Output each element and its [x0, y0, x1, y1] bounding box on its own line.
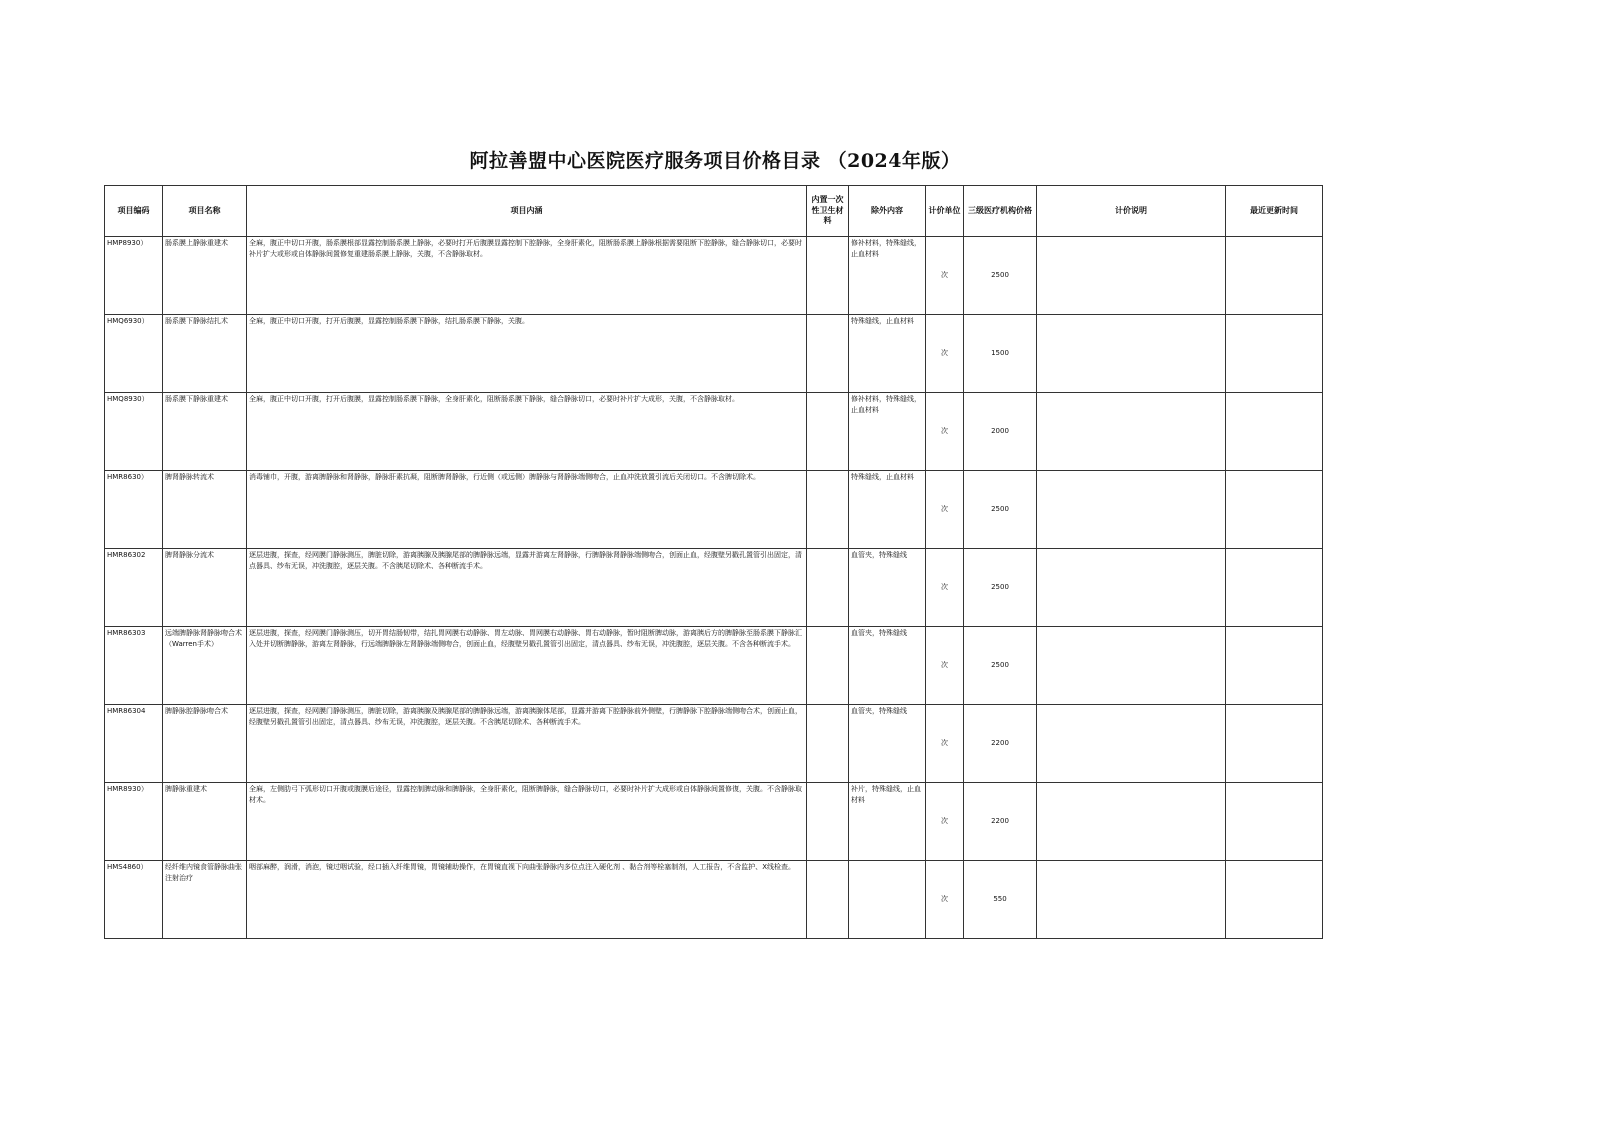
item-content-cell: 全麻，腹正中切口开腹，打开后腹膜，显露控制肠系膜下静脉，结扎肠系膜下静脉，关腹。 [247, 315, 807, 393]
consumables-cell [807, 393, 849, 471]
table-row [105, 471, 1323, 549]
item-name-cell: 脾肾静脉分流术 [163, 549, 247, 627]
updated-time-cell [1226, 315, 1323, 393]
item-content-cell: 逐层进腹，探查，经网膜门静脉测压，脾脏切除，游离胰腺及胰腺尾部的脾静脉远端，显露并游离左肾静脉，行脾静脉肾静脉端侧吻合，创面止血，经腹壁另戳孔置管引出固定，清点器具、纱布无误，冲洗腹腔，逐层关腹。不含胰尾切除术、各种断流手术。 [247, 549, 807, 627]
updated-time-cell [1226, 783, 1323, 861]
item-name-cell: 脾肾静脉转流术 [163, 471, 247, 549]
header-content: 项目内涵 [247, 186, 807, 237]
unit-cell: 次 [926, 393, 964, 471]
item-code-cell: HMR8930） [105, 783, 163, 861]
excluded-cell: 血管夹，特殊缝线 [849, 549, 926, 627]
unit-cell: 次 [926, 861, 964, 939]
table-row [105, 705, 1323, 783]
consumables-cell [807, 783, 849, 861]
consumables-cell [807, 237, 849, 315]
table-row [105, 549, 1323, 627]
updated-time-cell [1226, 705, 1323, 783]
price-cell: 2500 [964, 627, 1037, 705]
pricing-note-cell [1037, 783, 1226, 861]
item-content-cell: 咽部麻醉，润滑，消泡，镜过咽试验，经口插入纤维胃镜，胃镜辅助操作，在胃镜直视下向曲张静脉内多位点注入硬化剂 、黏合剂等栓塞制剂，人工报告，不含监护、X线检查。 [247, 861, 807, 939]
header-price: 三级医疗机构价格 [964, 186, 1037, 237]
table-row [105, 315, 1323, 393]
unit-cell: 次 [926, 237, 964, 315]
price-cell: 1500 [964, 315, 1037, 393]
price-cell: 2500 [964, 471, 1037, 549]
price-cell: 550 [964, 861, 1037, 939]
table-row [105, 393, 1323, 471]
item-name-cell: 脾静脉重建术 [163, 783, 247, 861]
item-content-cell: 逐层进腹，探查，经网膜门静脉测压，脾脏切除，游离胰腺及胰腺尾部的脾静脉远端，游离胰腺体尾部，显露并游离下腔静脉前外侧壁，行脾静脉下腔静脉端侧吻合术，创面止血，经腹壁另戳孔置管引出固定，清点器具、纱布无误，冲洗腹腔，逐层关腹。不含胰尾切除术、各种断流手术。 [247, 705, 807, 783]
table-row [105, 861, 1323, 939]
item-code-cell: HMQ6930） [105, 315, 163, 393]
item-name-cell: 脾静脉腔静脉吻合术 [163, 705, 247, 783]
item-content-cell: 全麻，左侧肋弓下弧形切口开腹或腹膜后途径，显露控制脾动脉和脾静脉，全身肝素化，阻断脾静脉，缝合静脉切口，必要时补片扩大成形或自体静脉间置修復，关腹。不含静脉取材术。 [247, 783, 807, 861]
excluded-cell: 特殊缝线，止血材料 [849, 471, 926, 549]
updated-time-cell [1226, 393, 1323, 471]
excluded-cell: 补片，特殊缝线，止血材料 [849, 783, 926, 861]
updated-time-cell [1226, 549, 1323, 627]
price-cell: 2200 [964, 783, 1037, 861]
price-cell: 2500 [964, 549, 1037, 627]
consumables-cell [807, 705, 849, 783]
excluded-cell: 血管夹，特殊缝线 [849, 705, 926, 783]
price-cell: 2500 [964, 237, 1037, 315]
excluded-cell: 修补材料，特殊缝线，止血材料 [849, 393, 926, 471]
pricing-note-cell [1037, 627, 1226, 705]
table-header-row [105, 186, 1323, 237]
price-table [104, 185, 1323, 939]
excluded-cell: 血管夹，特殊缝线 [849, 627, 926, 705]
item-code-cell: HMR86302 [105, 549, 163, 627]
consumables-cell [807, 549, 849, 627]
excluded-cell: 修补材料，特殊缝线，止血材料 [849, 237, 926, 315]
item-code-cell: HMR8630） [105, 471, 163, 549]
pricing-note-cell [1037, 393, 1226, 471]
header-code: 项目编码 [105, 186, 163, 237]
item-code-cell: HMS4860） [105, 861, 163, 939]
header-updated: 最近更新时间 [1226, 186, 1323, 237]
updated-time-cell [1226, 861, 1323, 939]
page-title: 阿拉善盟中心医院医疗服务项目价格目录 （2024年版） [469, 150, 961, 172]
header-unit: 计价单位 [926, 186, 964, 237]
updated-time-cell [1226, 471, 1323, 549]
item-name-cell: 肠系膜下静脉结扎术 [163, 315, 247, 393]
header-note: 计价说明 [1037, 186, 1226, 237]
consumables-cell [807, 627, 849, 705]
header-name: 项目名称 [163, 186, 247, 237]
unit-cell: 次 [926, 549, 964, 627]
pricing-note-cell [1037, 861, 1226, 939]
unit-cell: 次 [926, 471, 964, 549]
item-code-cell: HMR86303 [105, 627, 163, 705]
pricing-note-cell [1037, 549, 1226, 627]
excluded-cell [849, 861, 926, 939]
unit-cell: 次 [926, 627, 964, 705]
table-row [105, 237, 1323, 315]
item-code-cell: HMQ8930） [105, 393, 163, 471]
item-name-cell: 肠系膜下静脉重建术 [163, 393, 247, 471]
pricing-note-cell [1037, 237, 1226, 315]
updated-time-cell [1226, 627, 1323, 705]
consumables-cell [807, 861, 849, 939]
item-content-cell: 逐层进腹，探查，经网膜门静脉测压，切开胃结肠韧带，结扎胃网膜右动静脉、胃左动脉、胃网膜右动静脉、胃右动静脉，暂时阻断脾动脉，游离胰后方的脾静脉至肠系膜下静脉汇入处并切断脾静脉，游离左肾静脉，行远端脾静脉左肾静脉端侧吻合，创面止血，经腹壁另戳孔置管引出固定，清点器具、纱布无误，冲洗腹腔，逐层关腹。不含各种断流手术。 [247, 627, 807, 705]
consumables-cell [807, 315, 849, 393]
pricing-note-cell [1037, 315, 1226, 393]
consumables-cell [807, 471, 849, 549]
updated-time-cell [1226, 237, 1323, 315]
header-consumables: 内置一次性卫生材料 [807, 186, 849, 237]
pricing-note-cell [1037, 471, 1226, 549]
item-content-cell: 消毒铺巾，开腹，游离脾静脉和肾静脉，静脉肝素抗凝，阻断脾肾静脉，行近侧（或远侧）脾静脉与肾静脉端侧吻合，止血冲洗放置引流后关闭切口。不含脾切除术。 [247, 471, 807, 549]
unit-cell: 次 [926, 315, 964, 393]
item-name-cell: 经纤维内镜食管静脉曲张注射治疗 [163, 861, 247, 939]
item-content-cell: 全麻，腹正中切口开腹，肠系膜根部显露控制肠系膜上静脉，必要时打开后腹膜显露控制下腔静脉，全身肝素化，阻断肠系膜上静脉根据需要阻断下腔静脉，缝合静脉切口，必要时补片扩大或形或自体静脉间置修复重建肠系膜上静脉，关腹，不含静脉取材。 [247, 237, 807, 315]
item-code-cell: HMP8930） [105, 237, 163, 315]
table-body [105, 237, 1323, 939]
table-row [105, 627, 1323, 705]
item-content-cell: 全麻，腹正中切口开腹，打开后腹膜，显露控制肠系膜下静脉，全身肝素化，阻断肠系膜下静脉，缝合静脉切口，必要时补片扩大成形，关腹，不含静脉取材。 [247, 393, 807, 471]
item-name-cell: 远端脾静脉肾静脉吻合术（Warren手术） [163, 627, 247, 705]
unit-cell: 次 [926, 705, 964, 783]
table-row [105, 783, 1323, 861]
price-cell: 2200 [964, 705, 1037, 783]
header-excluded: 除外内容 [849, 186, 926, 237]
price-cell: 2000 [964, 393, 1037, 471]
item-code-cell: HMR86304 [105, 705, 163, 783]
pricing-note-cell [1037, 705, 1226, 783]
item-name-cell: 肠系膜上静脉重建术 [163, 237, 247, 315]
excluded-cell: 特殊缝线，止血材料 [849, 315, 926, 393]
unit-cell: 次 [926, 783, 964, 861]
